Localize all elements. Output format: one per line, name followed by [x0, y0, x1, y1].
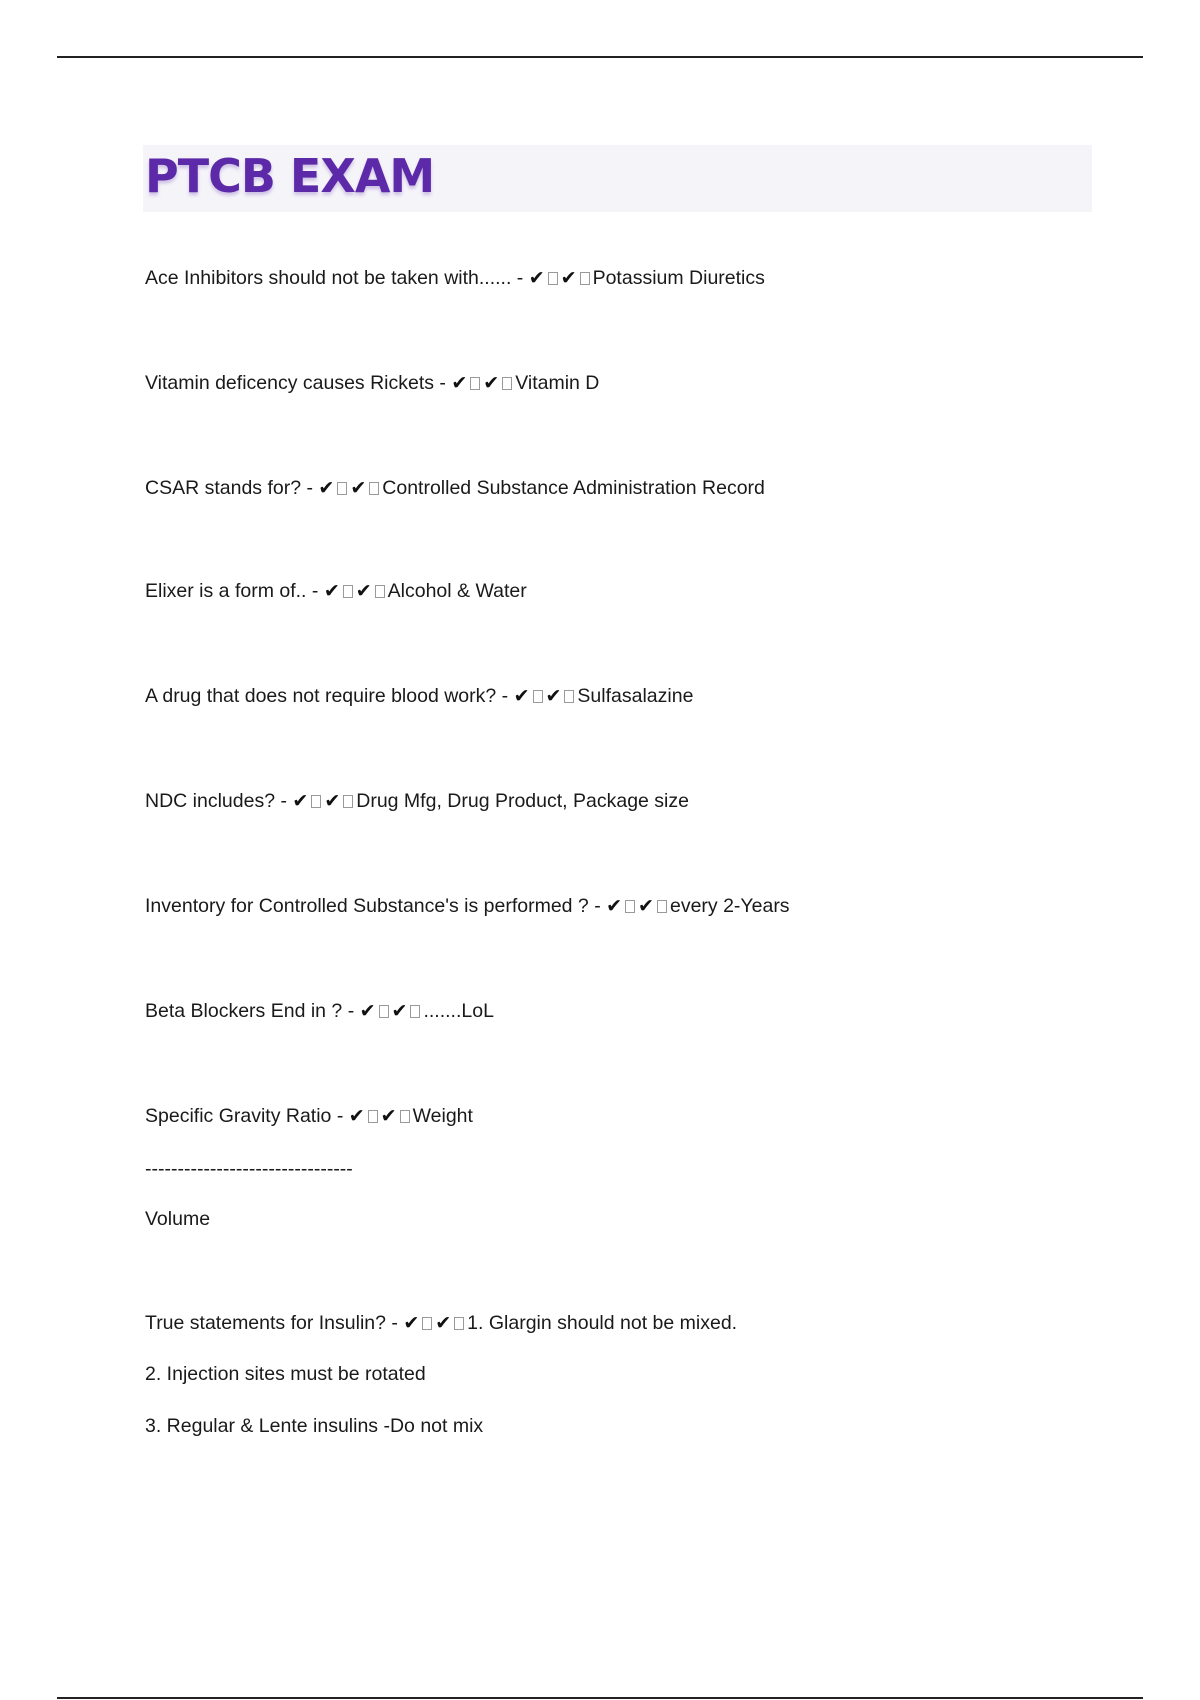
- qa-item: [145, 476, 765, 500]
- checkmark-icon: ✔: [318, 477, 335, 499]
- top-rule: [57, 56, 1143, 58]
- box-icon: [422, 1317, 432, 1330]
- box-icon: [337, 482, 347, 495]
- question-text: Inventory for Controlled Substance's is performed ?: [145, 895, 589, 917]
- question-text: Elixer is a form of..: [145, 580, 307, 602]
- checkmark-icon: ✔: [451, 372, 468, 394]
- separator: -: [331, 1105, 349, 1127]
- separator: -: [342, 1000, 360, 1022]
- box-icon: [470, 377, 480, 390]
- question-text: Vitamin deficency causes Rickets: [145, 372, 435, 394]
- question-text: NDC includes?: [145, 790, 276, 812]
- answer-text: 1. Glargin should not be mixed.: [467, 1312, 738, 1334]
- checkmark-icon: ✔: [348, 1105, 365, 1127]
- box-icon: [343, 795, 353, 808]
- answer-text: .......LoL: [423, 1000, 494, 1022]
- qa-item: [145, 1104, 473, 1128]
- answer-continuation: 3. Regular & Lente insulins -Do not mix: [145, 1415, 484, 1437]
- separator: -: [275, 790, 293, 812]
- qa-item: [145, 266, 765, 290]
- checkmark-icon: ✔: [380, 1105, 397, 1127]
- separator: -: [306, 580, 324, 602]
- question-text: Beta Blockers End in ?: [145, 1000, 343, 1022]
- answer-text: Weight: [412, 1105, 473, 1127]
- box-icon: [580, 272, 590, 285]
- answer-text: Potassium Diuretics: [592, 267, 765, 289]
- answer-text: Sulfasalazine: [577, 685, 694, 707]
- question-text: True statements for Insulin?: [145, 1312, 386, 1334]
- box-icon: [369, 482, 379, 495]
- separator: -: [385, 1312, 404, 1334]
- qa-item: [145, 894, 790, 918]
- checkmark-icon: ✔: [528, 267, 545, 289]
- box-icon: [548, 272, 558, 285]
- separator: -: [434, 372, 452, 394]
- checkmark-icon: ✔: [292, 790, 309, 812]
- box-icon: [657, 900, 667, 913]
- qa-item: [145, 579, 527, 603]
- separator: -: [496, 685, 514, 707]
- question-text: Ace Inhibitors should not be taken with......: [145, 267, 512, 289]
- qa-item: [145, 1311, 737, 1335]
- box-icon: [564, 690, 574, 703]
- checkmark-icon: ✔: [324, 790, 341, 812]
- qa-item: [145, 999, 494, 1023]
- checkmark-icon: ✔: [483, 372, 500, 394]
- bottom-rule: [57, 1697, 1143, 1699]
- checkmark-icon: ✔: [560, 267, 577, 289]
- separator: -: [588, 895, 607, 917]
- page-title: PTCB EXAM: [145, 149, 435, 203]
- answer-text: Vitamin D: [515, 372, 600, 394]
- checkmark-icon: ✔: [359, 1000, 376, 1022]
- answer-continuation: 2. Injection sites must be rotated: [145, 1363, 426, 1385]
- checkmark-icon: ✔: [355, 580, 372, 602]
- box-icon: [625, 900, 635, 913]
- answer-continuation: Volume: [145, 1208, 211, 1230]
- checkmark-icon: ✔: [513, 685, 530, 707]
- answer-text: Controlled Substance Administration Record: [382, 477, 765, 499]
- box-icon: [368, 1110, 378, 1123]
- checkmark-icon: ✔: [638, 895, 654, 917]
- qa-item: [145, 684, 693, 708]
- box-icon: [533, 690, 543, 703]
- checkmark-icon: ✔: [435, 1312, 452, 1334]
- checkmark-icon: ✔: [606, 895, 623, 917]
- checkmark-icon: ✔: [350, 477, 367, 499]
- box-icon: [454, 1317, 464, 1330]
- separator: -: [511, 267, 529, 289]
- box-icon: [502, 377, 512, 390]
- fraction-divider: --------------------------------: [145, 1158, 353, 1180]
- qa-item: [145, 789, 689, 813]
- checkmark-icon: ✔: [545, 685, 562, 707]
- checkmark-icon: ✔: [403, 1312, 420, 1334]
- box-icon: [311, 795, 321, 808]
- answer-text: Drug Mfg, Drug Product, Package size: [356, 790, 689, 812]
- checkmark-icon: ✔: [391, 1000, 408, 1022]
- box-icon: [400, 1110, 410, 1123]
- title-banner: [143, 145, 1092, 212]
- box-icon: [375, 585, 385, 598]
- box-icon: [410, 1005, 420, 1018]
- qa-item: [145, 371, 599, 395]
- question-text: CSAR stands for?: [145, 477, 302, 499]
- separator: -: [301, 477, 319, 499]
- box-icon: [379, 1005, 389, 1018]
- box-icon: [343, 585, 353, 598]
- question-text: A drug that does not require blood work?: [145, 685, 497, 707]
- answer-text: Alcohol & Water: [387, 580, 527, 602]
- question-text: Specific Gravity Ratio: [145, 1105, 332, 1127]
- checkmark-icon: ✔: [323, 580, 340, 602]
- answer-text: every 2-Years: [669, 895, 790, 917]
